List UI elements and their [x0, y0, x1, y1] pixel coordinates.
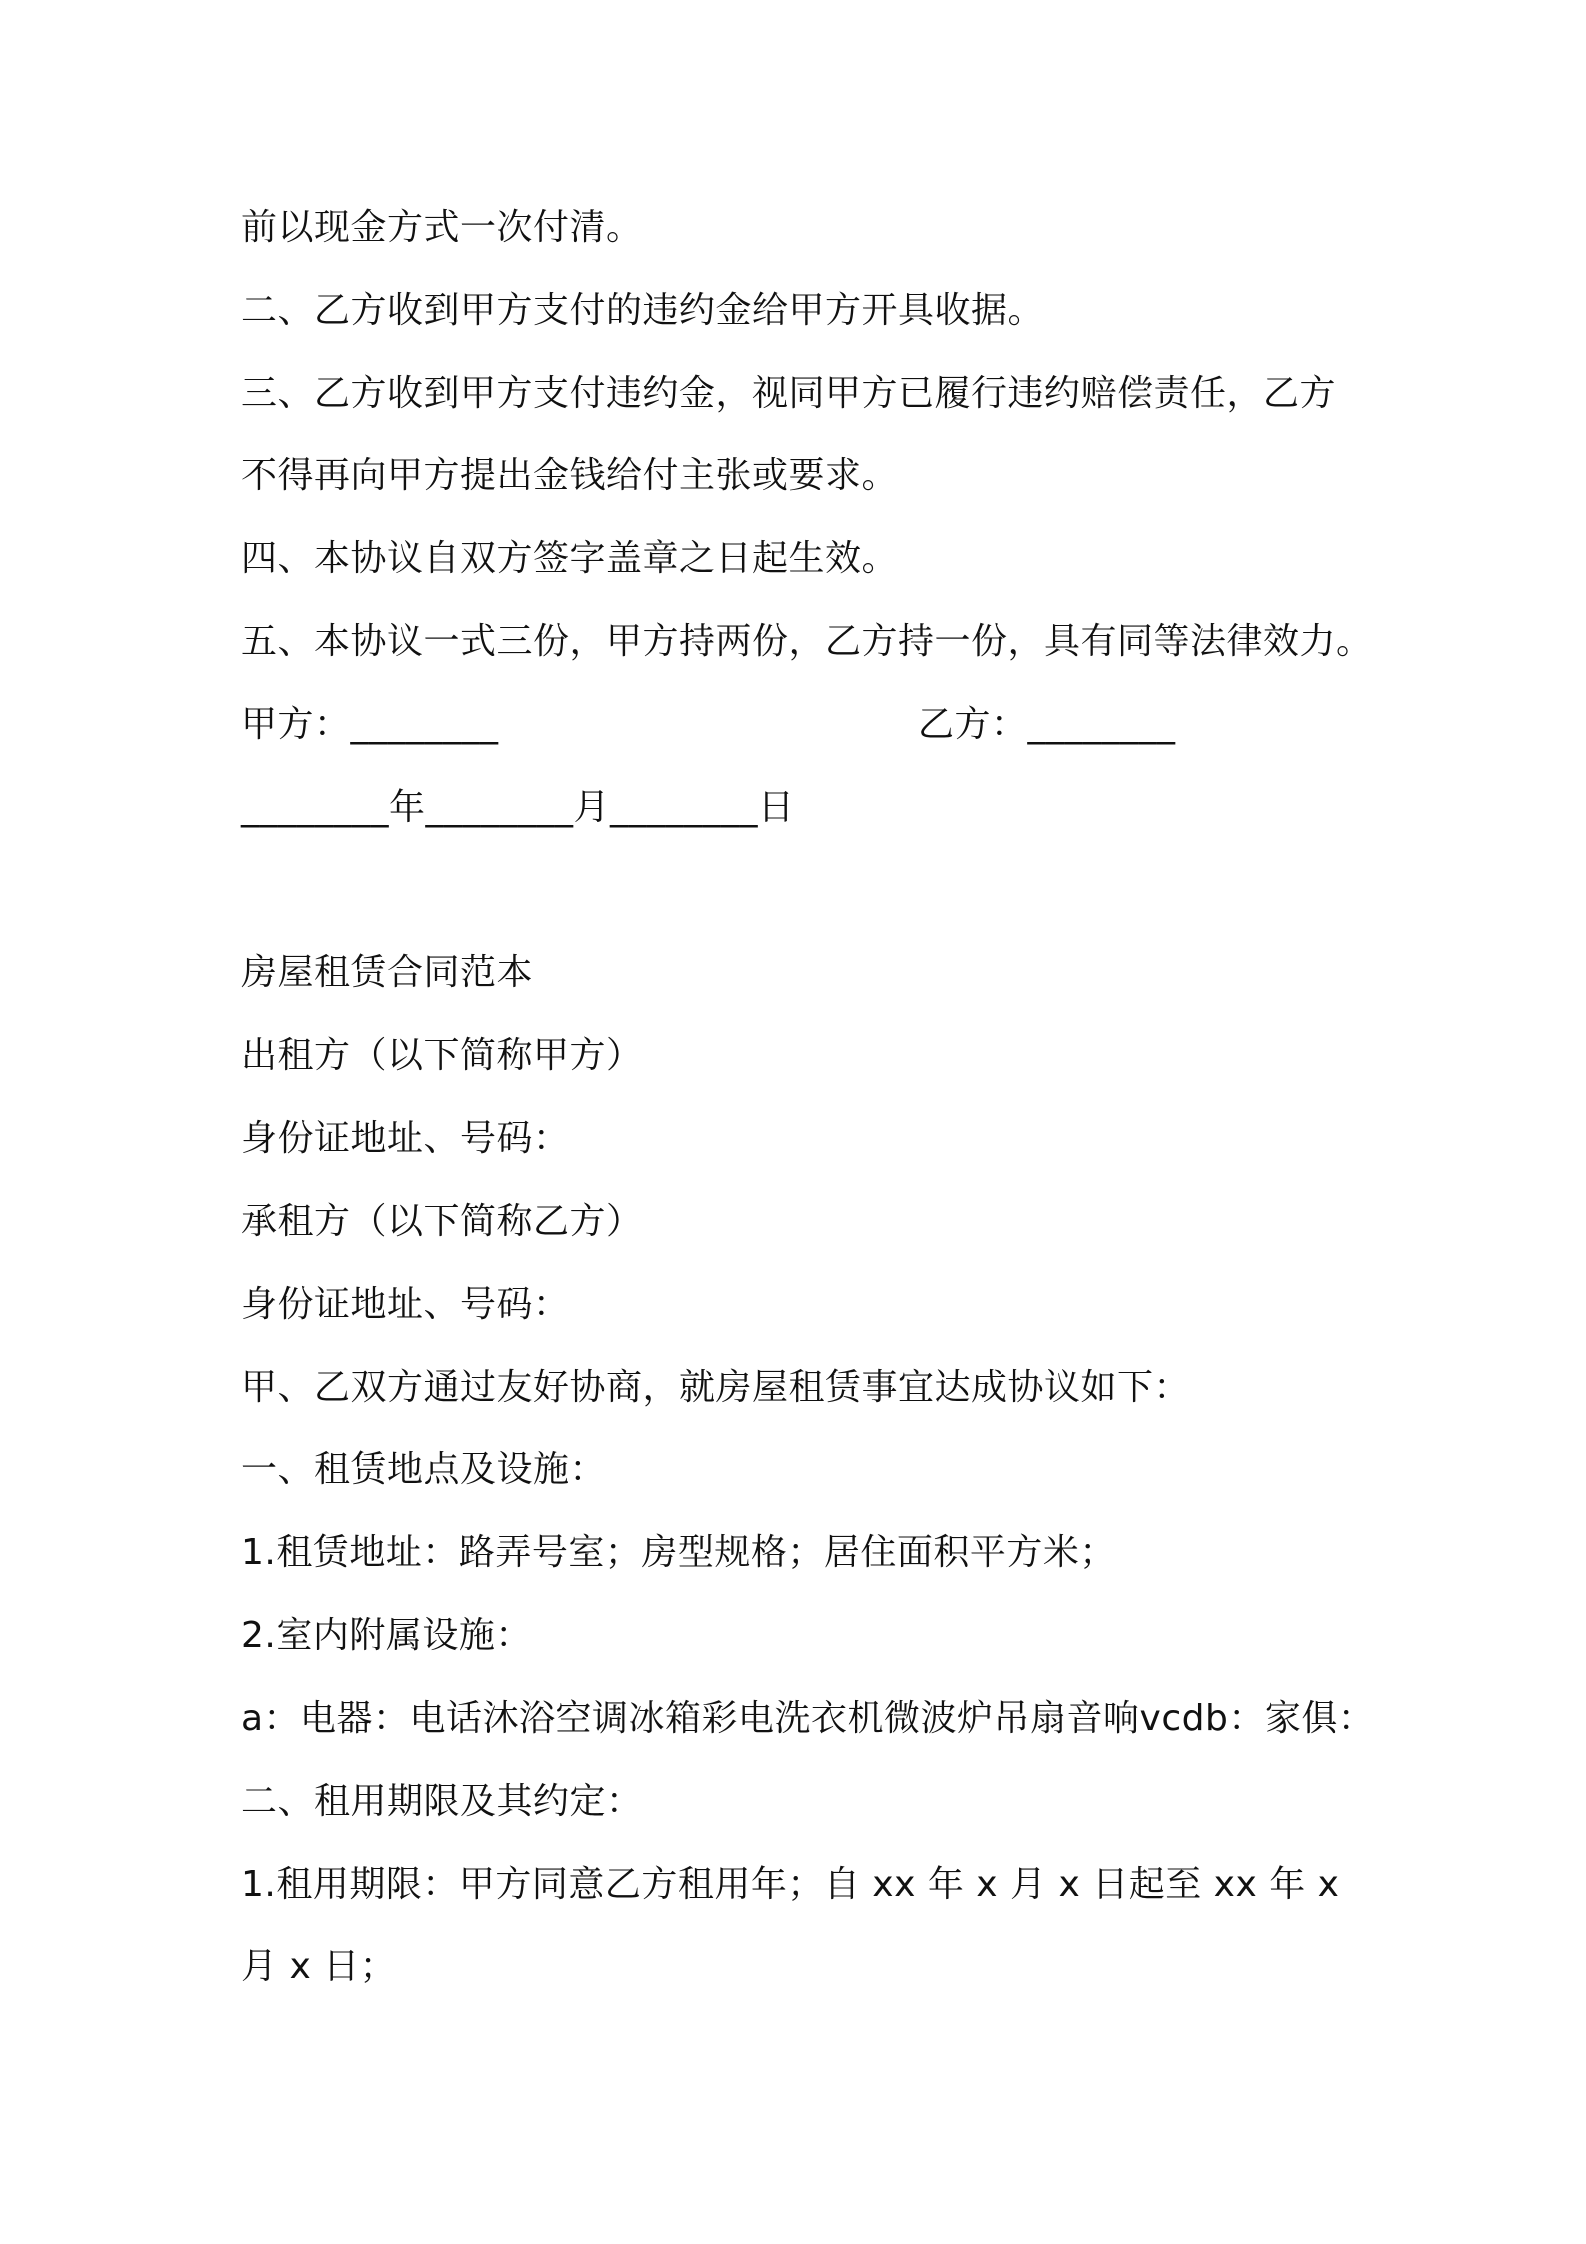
- clause-5: 五、本协议一式三份，甲方持两份，乙方持一份，具有同等法律效力。: [241, 621, 1373, 662]
- lessee-id-line: 身份证地址、号码：: [241, 1284, 570, 1325]
- intro-line: 甲、乙双方通过友好协商，就房屋租赁事宜达成协议如下：: [241, 1367, 1191, 1408]
- signature-party-b: 乙方：________: [918, 704, 1176, 745]
- clause-2: 二、乙方收到甲方支付的违约金给甲方开具收据。: [241, 290, 1045, 331]
- clause-3-line-1: 三、乙方收到甲方支付违约金，视同甲方已履行违约赔偿责任，乙方: [241, 373, 1337, 414]
- section-2-item-1-line-2: 月 x 日；: [241, 1946, 397, 1987]
- signature-party-a: 甲方：________: [241, 704, 499, 745]
- section-2-item-1-line-1: 1.租用期限：甲方同意乙方租用年；自 xx 年 x 月 x 日起至 xx 年 x: [241, 1864, 1340, 1905]
- lessor-id-line: 身份证地址、号码：: [241, 1118, 570, 1159]
- lessor-line: 出租方（以下简称甲方）: [241, 1035, 643, 1076]
- clause-3-line-2: 不得再向甲方提出金钱给付主张或要求。: [241, 455, 899, 496]
- lessee-line: 承租方（以下简称乙方）: [241, 1201, 643, 1242]
- section-1-heading: 一、租赁地点及设施：: [241, 1449, 607, 1490]
- section-1-item-a: a：电器：电话沐浴空调冰箱彩电洗衣机微波炉吊扇音响vcdb：家俱：: [241, 1698, 1375, 1739]
- section-1-item-1: 1.租赁地址：路弄号室；房型规格；居住面积平方米；: [241, 1532, 1116, 1573]
- clause-4: 四、本协议自双方签字盖章之日起生效。: [241, 538, 899, 579]
- contract-title: 房屋租赁合同范本: [241, 952, 534, 993]
- signature-date: ________年________月________日: [241, 787, 795, 828]
- section-1-item-2: 2.室内附属设施：: [241, 1615, 532, 1656]
- paragraph-payment-line: 前以现金方式一次付清。: [241, 207, 643, 248]
- section-2-heading: 二、租用期限及其约定：: [241, 1781, 643, 1822]
